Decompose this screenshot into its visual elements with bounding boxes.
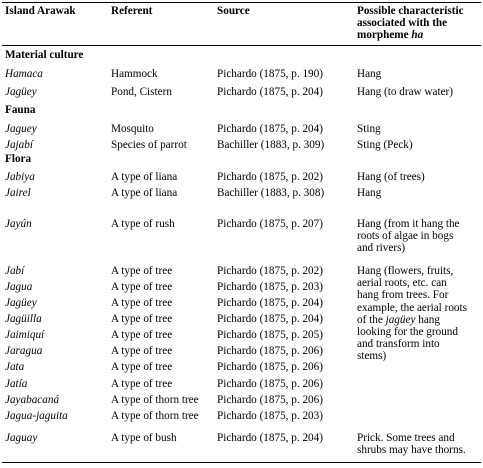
row-source: Pichardo (1875, p. 202) (217, 171, 323, 183)
row-source: Pichardo (1875, p. 204) (217, 86, 323, 98)
row-characteristic-line: of the jagüey hang (357, 313, 440, 326)
row-characteristic: Hang (to draw water) (357, 86, 453, 98)
row-characteristic (357, 265, 467, 363)
row-source: Pichardo (1875, p. 204) (217, 123, 323, 135)
row-characteristic-line: Hang (from it hang the (357, 218, 460, 230)
row-word: Jabí (5, 265, 25, 277)
row-word: Jayún (5, 218, 32, 230)
table-top-rule (2, 2, 481, 3)
row-referent: Hammock (111, 68, 158, 80)
row-source: Pichardo (1875, p. 205) (217, 329, 323, 341)
row-referent: A type of liana (111, 187, 178, 199)
row-characteristic-line: aerial roots, etc. can (357, 277, 447, 290)
row-referent: A type of tree (111, 329, 173, 341)
row-source: Pichardo (1875, p. 206) (217, 378, 323, 390)
row-characteristic: Hang (of trees) (357, 171, 425, 183)
row-referent: A type of tree (111, 361, 173, 373)
row-referent: A type of tree (111, 345, 173, 357)
row-word: Jagua-jaguita (5, 410, 68, 422)
header-characteristic-prefix: morpheme (357, 29, 412, 42)
row-characteristic (357, 218, 460, 255)
row-characteristic: Sting (Peck) (357, 139, 413, 151)
row-word: Hamaca (5, 68, 43, 80)
header-characteristic-line3 (357, 29, 464, 41)
row-source: Pichardo (1875, p. 204) (217, 432, 323, 444)
row-characteristic: Hang (357, 187, 382, 199)
row-word: Jaragua (5, 345, 43, 357)
row-source: Pichardo (1875, p. 202) (217, 265, 323, 277)
row-referent: A type of tree (111, 281, 173, 293)
row-characteristic (357, 432, 466, 456)
row-word: Jagüey (5, 86, 37, 98)
row-referent: A type of tree (111, 297, 173, 309)
row-word: Jagüilla (5, 313, 42, 325)
row-characteristic-line: looking for the ground (357, 326, 458, 339)
row-source: Pichardo (1875, p. 207) (217, 218, 323, 230)
row-characteristic: Sting (357, 123, 381, 135)
row-source: Pichardo (1875, p. 203) (217, 281, 323, 293)
row-referent: A type of tree (111, 265, 173, 277)
row-source: Pichardo (1875, p. 204) (217, 313, 323, 325)
row-characteristic-line: roots of algae in bogs (357, 230, 454, 243)
header-characteristic (357, 5, 464, 42)
row-word: Jairel (5, 187, 31, 199)
section-fauna: Fauna (5, 104, 36, 116)
header-source: Source (217, 5, 250, 17)
row-referent: A type of tree (111, 378, 173, 390)
row-source: Pichardo (1875, p. 206) (217, 345, 323, 357)
section-material-culture: Material culture (5, 49, 84, 61)
row-characteristic-line: hang from trees. For (357, 289, 449, 302)
row-characteristic: Hang (357, 68, 382, 80)
row-referent: A type of thorn tree (111, 410, 199, 422)
row-word: Jagua (5, 281, 33, 293)
header-characteristic-morpheme: ha (411, 29, 424, 42)
row-word: Jaguey (5, 123, 37, 135)
row-source: Pichardo (1875, p. 204) (217, 297, 323, 309)
row-source: Pichardo (1875, p. 203) (217, 410, 323, 422)
row-word: Jaguay (5, 432, 38, 444)
header-referent: Referent (111, 5, 153, 17)
header-island-arawak: Island Arawak (5, 5, 76, 17)
row-word: Jagüey (5, 297, 37, 309)
row-referent: A type of rush (111, 218, 175, 230)
row-word: Jatía (5, 378, 28, 390)
header-characteristic-line2: associated with the (357, 17, 448, 30)
row-source: Bachiller (1883, p. 308) (217, 187, 325, 199)
row-characteristic-line: shrubs may have thorns. (357, 444, 466, 457)
row-characteristic-line: example, the aerial roots (357, 301, 467, 314)
row-characteristic-line: Prick. Some trees and (357, 432, 455, 444)
row-referent: A type of liana (111, 171, 178, 183)
row-word: Jajabí (5, 139, 33, 151)
row-source: Bachiller (1883, p. 309) (217, 139, 325, 151)
row-characteristic-line: Hang (flowers, fruits, (357, 265, 454, 277)
row-word: Jata (5, 361, 25, 373)
row-characteristic-line: stems) (357, 350, 387, 363)
row-referent: A type of tree (111, 313, 173, 325)
row-referent: Species of parrot (111, 139, 187, 151)
header-characteristic-line1: Possible characteristic (357, 5, 464, 17)
row-word: Jaimiquí (5, 329, 45, 341)
table-bottom-rule (2, 462, 481, 463)
row-referent: Pond, Cistern (111, 86, 172, 98)
row-word: Jayabacaná (5, 394, 60, 406)
header-bottom-rule (2, 45, 481, 46)
row-source: Pichardo (1875, p. 190) (217, 68, 323, 80)
row-characteristic-line: and transform into (357, 338, 440, 351)
row-source: Pichardo (1875, p. 206) (217, 361, 323, 373)
row-referent: A type of thorn tree (111, 394, 199, 406)
section-flora: Flora (5, 153, 32, 165)
row-word: Jabiya (5, 171, 35, 183)
row-referent: Mosquito (111, 123, 154, 135)
row-source: Pichardo (1875, p. 206) (217, 394, 323, 406)
row-referent: A type of bush (111, 432, 177, 444)
row-characteristic-line: and rivers) (357, 242, 406, 255)
